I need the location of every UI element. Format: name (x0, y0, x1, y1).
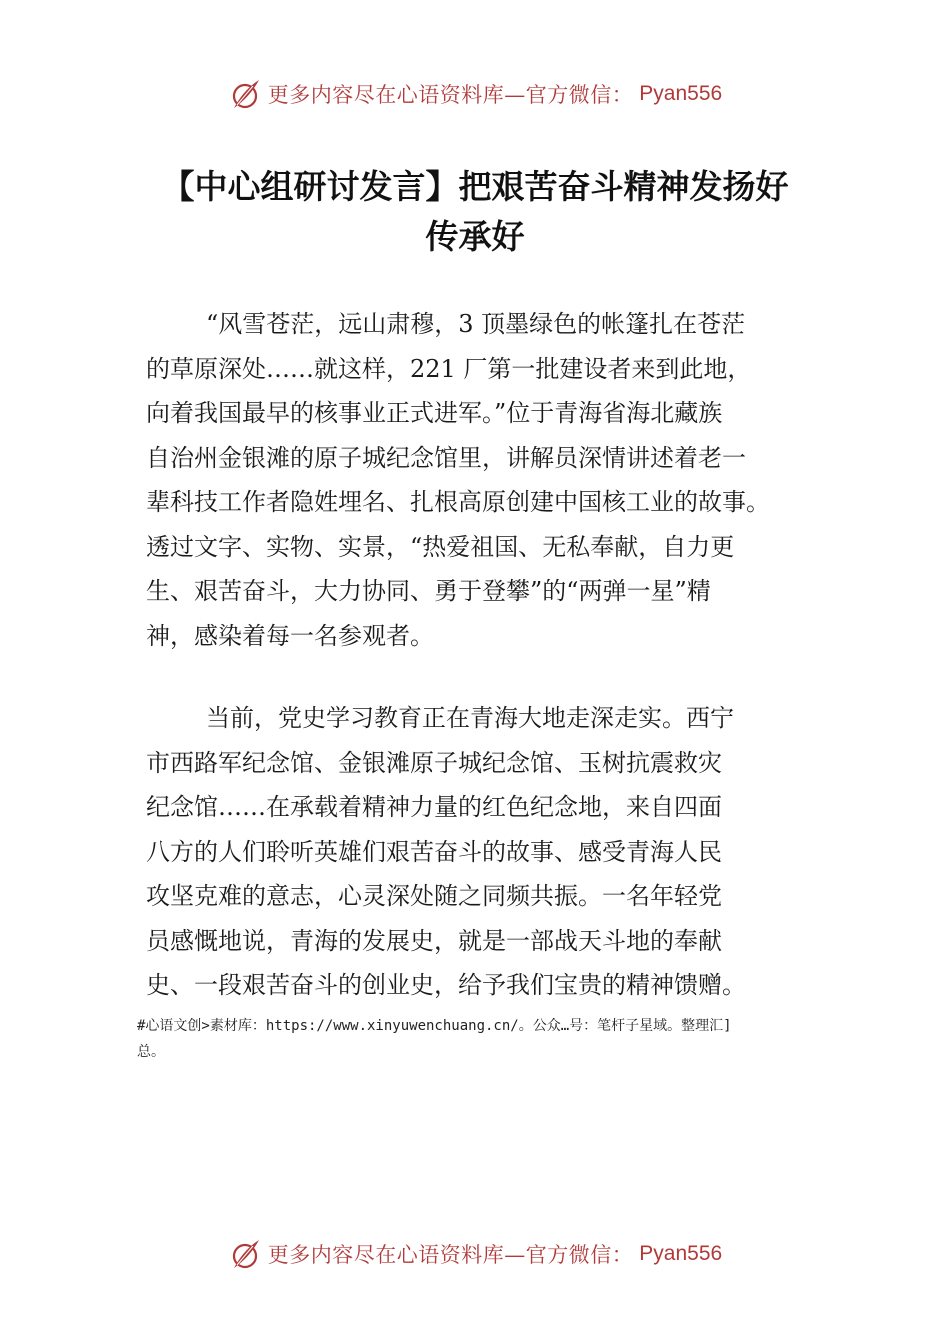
banner-wechat-handle: Pyan556 (639, 1242, 723, 1265)
footer-banner (0, 1234, 950, 1274)
paragraph-line: 史、一段艰苦奋斗的创业史，给予我们宝贵的精神馈赠。 (146, 971, 746, 999)
title-line-1: 【中心组研讨发言】把艰苦奋斗精神发扬好 (161, 167, 789, 206)
paragraph-line: 透过文字、实物、实景，“热爱祖国、无私奉献，自力更 (146, 532, 735, 561)
document-title (90, 162, 860, 262)
banner-wechat-handle: Pyan556 (639, 82, 723, 105)
paragraph-line: 当前，党史学习教育正在青海大地走深走实。西宁 (206, 704, 734, 732)
paragraph-line: 市西路军纪念馆、金银滩原子城纪念馆、玉树抗震救灾 (146, 748, 722, 777)
paragraph-line: 辈科技工作者隐姓埋名、扎根高原创建中国核工业的故事。 (146, 488, 770, 516)
source-note-line-1: #心语文创>素材库：https://www.xinyuwenchuang.cn/。公众…号：笔杆子星域。整理汇] (137, 1018, 732, 1034)
paragraph-line: 向着我国最早的核事业正式进军。”位于青海省海北藏族 (146, 399, 723, 427)
feather-quill-logo-icon (228, 1237, 262, 1271)
paragraph-1 (146, 302, 846, 658)
paragraph-line: 自治州金银滩的原子城纪念馆里，讲解员深情讲述着老一 (146, 443, 746, 472)
paragraph-line: 神，感染着每一名参观者。 (146, 621, 434, 650)
feather-quill-logo-icon (228, 77, 262, 111)
banner-brand-text: 更多内容尽在心语资料库—官方微信： (267, 1243, 634, 1267)
paragraph-line: 攻坚克难的意志，心灵深处随之同频共振。一名年轻党 (146, 882, 722, 910)
paragraph-line: 员感慨地说，青海的发展史，就是一部战天斗地的奉献 (146, 926, 722, 955)
title-line-2: 传承好 (425, 217, 525, 256)
paragraph-line: 八方的人们聆听英雄们艰苦奋斗的故事、感受青海人民 (146, 837, 722, 866)
header-banner (0, 74, 950, 114)
source-note (137, 1013, 837, 1065)
source-note-line-2: 总。 (137, 1044, 165, 1060)
banner-brand-text: 更多内容尽在心语资料库—官方微信： (267, 83, 634, 107)
paragraph-2 (146, 696, 846, 1008)
paragraph-line: “风雪苍茫，远山肃穆，3 顶墨绿色的帐篷扎在苍茫 (206, 310, 746, 338)
paragraph-line: 生、艰苦奋斗，大力协同、勇于登攀”的“两弹一星”精 (146, 577, 711, 605)
paragraph-line: 纪念馆……在承载着精神力量的红色纪念地，来自四面 (146, 793, 722, 821)
paragraph-line: 的草原深处……就这样，221 厂第一批建设者来到此地， (146, 354, 752, 383)
